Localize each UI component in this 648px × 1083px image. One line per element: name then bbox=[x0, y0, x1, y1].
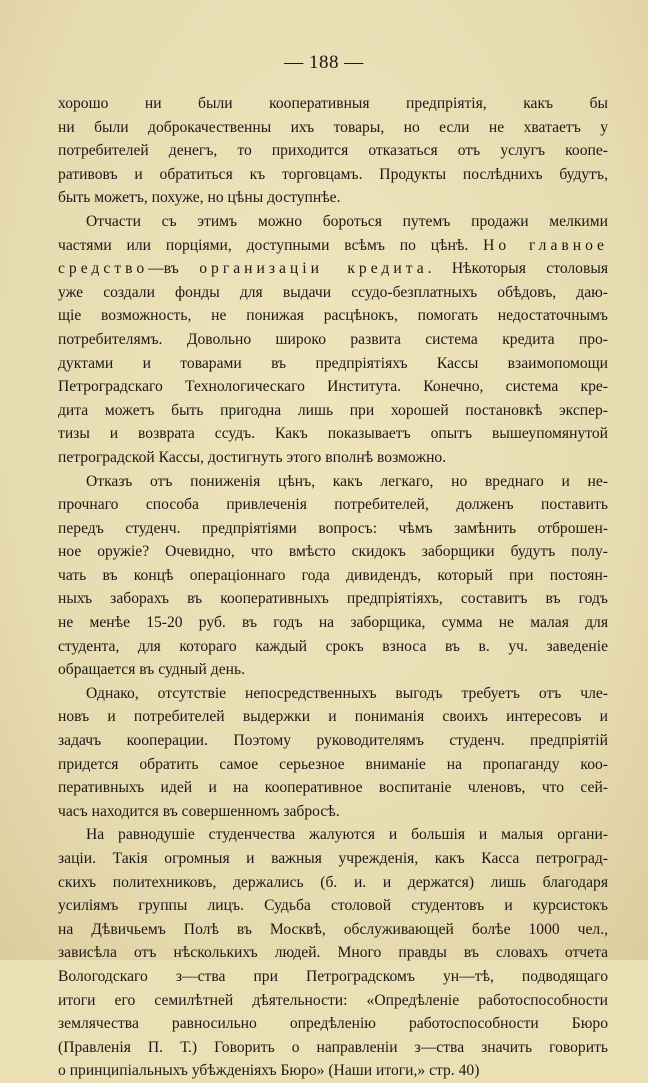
text-line: не менѣе 15-20 руб. въ годъ на заборщика, сумма не малая для bbox=[58, 614, 608, 632]
text-line: быть можетъ, похуже, но цѣны доступнѣе. bbox=[58, 189, 341, 207]
text-line: ныхъ заборахъ въ кооперативныхъ предпріятіяхъ, составитъ въ годъ bbox=[58, 590, 608, 608]
text-line: дуктами и товарами въ предпріятіяхъ Кассы взаимопомощи bbox=[58, 354, 608, 372]
text-line bbox=[58, 234, 608, 258]
spaced-emphasis: Но главное bbox=[483, 236, 608, 254]
text-line: чать въ концѣ операціоннаго года дивидендъ, который при постоян- bbox=[58, 566, 608, 584]
text-line: перативныхъ идей и на кооперативное воспитаніе членовъ, что сей- bbox=[58, 779, 608, 797]
paragraph bbox=[58, 210, 608, 470]
text-line: Однако, отсутствіе непосредственныхъ выгодъ требуетъ отъ чле- bbox=[86, 684, 608, 702]
text-line: передъ студенч. предпріятіями вопросъ: чѣмъ замѣнить отброшен- bbox=[58, 519, 608, 537]
text-line: о принципіальныхъ убѣжденіяхъ Бюро» (Наши итоги,» стр. 40) bbox=[58, 1062, 480, 1080]
text-line: потребителей денегъ, то приходится отказаться отъ услугъ коопе- bbox=[58, 142, 608, 160]
text-segment: . Нѣкоторыя столовыя bbox=[427, 260, 608, 278]
text-line: Отказъ отъ пониженія цѣнъ, какъ легкаго, но вреднаго и не- bbox=[86, 472, 608, 490]
text-line: (Правленія П. Т.) Говорить о направленіи з—ства значить говорить bbox=[58, 1038, 608, 1056]
page-number: — 188 — bbox=[284, 52, 364, 73]
text-line: итоги его семилѣтней дѣятельности: «Опредѣленіе работоспособности bbox=[58, 991, 608, 1009]
text-segment: частями или порціями, доступными всѣмъ по цѣнѣ. bbox=[58, 236, 469, 254]
spaced-emphasis: средство bbox=[58, 260, 149, 278]
text-line: хорошо ни были кооперативныя предпріятія, какъ бы bbox=[58, 95, 608, 112]
text-line: Вологодскаго з—ства при Петроградскомъ ун—тѣ, подводящаго bbox=[58, 967, 608, 985]
text-line: Отчасти съ этимъ можно бороться путемъ продажи мелкими bbox=[86, 212, 608, 230]
text-line: Петроградскаго Технологическаго Института. Конечно, система кре- bbox=[58, 378, 608, 396]
text-line: землячества равносильно опредѣленію работоспособности Бюро bbox=[58, 1015, 608, 1033]
text-line: тизы и возврата ссудъ. Какъ показываетъ опытъ вышеупомянутой bbox=[58, 425, 608, 443]
text-line: придется обратить самое серьезное вниманіе на пропаганду коо- bbox=[58, 755, 608, 773]
text-line: щіе возможность, не понижая расцѣнокъ, помогать недостаточнымъ bbox=[58, 307, 608, 325]
text-line: потребителямъ. Довольно широко развита система кредита про- bbox=[58, 330, 608, 348]
text-line: на Дѣвичьемъ Полѣ въ Москвѣ, обслуживающей болѣе 1000 чел., bbox=[58, 920, 608, 938]
text-line: усиліямъ группы лицъ. Судьба столовой студентовъ и курсистокъ bbox=[58, 897, 608, 915]
text-line: новъ и потребителей выдержки и пониманія своихъ интересовъ и bbox=[58, 708, 608, 726]
text-line: На равнодушіе студенчества жалуются и большія и малыя органи- bbox=[86, 826, 608, 844]
spaced-emphasis: организаціи кредита bbox=[199, 260, 428, 278]
text-line: задачъ кооперации. Поэтому руководителямъ студенч. предпріятій bbox=[58, 732, 608, 750]
paragraph bbox=[58, 823, 608, 1083]
text-line: зависѣла отъ нѣсколькихъ людей. Много правды въ словахъ отчета bbox=[58, 944, 608, 962]
text-line: прочнаго способа привлеченія потребителей, долженъ поставить bbox=[58, 496, 608, 514]
text-line: ни были доброкачественны ихъ товары, но если не хватаетъ у bbox=[58, 118, 608, 136]
text-segment: —въ bbox=[148, 260, 200, 278]
text-line: петроградской Кассы, достигнуть этого вполнѣ возможно. bbox=[58, 448, 447, 466]
text-line: ное оружіе? Очевидно, что вмѣсто скидокъ заборщики будутъ полу- bbox=[58, 543, 608, 561]
text-line: скихъ политехниковъ, держались (б. и. и держатся) лишь благодаря bbox=[58, 873, 608, 891]
text-line: дита можетъ быть пригодна лишь при хорошей постановкѣ экспер- bbox=[58, 401, 608, 419]
text-line: обращается въ судный день. bbox=[58, 661, 245, 679]
text-line: студента, для котораго каждый срокъ взноса въ в. уч. заведеніе bbox=[58, 637, 608, 655]
paragraph bbox=[58, 470, 608, 682]
text-line: ративовъ и обратиться къ торговцамъ. Продукты послѣднихъ будутъ, bbox=[58, 165, 608, 183]
text-line bbox=[58, 257, 608, 281]
text-body bbox=[58, 92, 608, 1083]
paragraph bbox=[58, 682, 608, 824]
paragraph bbox=[58, 92, 608, 210]
text-line: заціи. Такія огромныя и важныя учрежденія, какъ Касса петроград- bbox=[58, 850, 608, 867]
text-line: уже создали фонды для выдачи ссудо-безплатныхъ обѣдовъ, даю- bbox=[58, 283, 608, 301]
text-line: часъ находится въ совершенномъ забросѣ. bbox=[58, 802, 340, 820]
